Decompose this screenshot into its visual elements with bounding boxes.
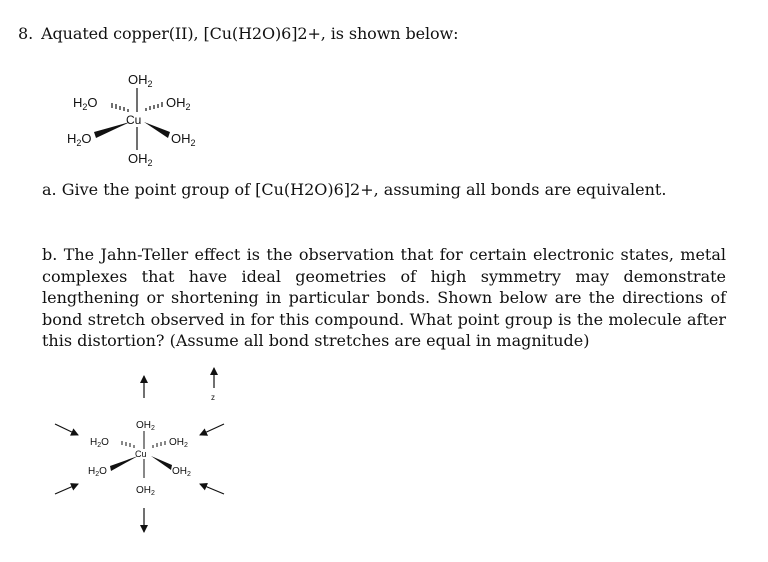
- ligand-lower-right: $OH_2$: [171, 131, 196, 148]
- ligand-lower-left: $H_2O$: [67, 131, 92, 148]
- ligand2-lower-right: $OH_2$: [172, 466, 191, 478]
- ligand-bottom: $OH_2$: [128, 151, 153, 168]
- ligand-upper-left: $H_2O$: [73, 95, 98, 112]
- compress-arrow-lower-right: [200, 484, 224, 494]
- part-b-question: b. The Jahn-Teller effect is the observation that for certain electronic states, metal complexes that have ideal geometries of high symmetry may demonstrate lengthening or shortening in particular bonds. Shown below are the directions of bond stretch observed in for this compound. What point group is the molecule after this distortion? (Assume all bond stretches are equal in magnitude): [42, 245, 726, 350]
- compress-arrow-lower-left: [55, 484, 78, 494]
- ligand2-lower-left: $H_2O$: [88, 466, 107, 478]
- bond2-hashed-left: [122, 441, 134, 448]
- ligand2-bottom: $OH_2$: [136, 485, 155, 497]
- ligand2-upper-left: $H_2O$: [90, 437, 109, 449]
- question-number: 8.: [18, 24, 34, 43]
- question-prompt: Aquated copper(II), [Cu(H2O)6]2+, is shown below:: [41, 24, 459, 43]
- metal-center: Cu: [126, 113, 142, 127]
- compress-arrow-upper-right: [200, 424, 224, 435]
- metal2-center: Cu: [135, 449, 147, 459]
- bond2-wedge-right: [151, 456, 172, 470]
- bond2-wedge-left: [110, 456, 138, 471]
- bond2-hashed-right: [153, 441, 165, 448]
- z-axis-label: z: [211, 393, 215, 402]
- ligand2-top: $OH_2$: [136, 420, 155, 432]
- compress-arrow-upper-left: [55, 424, 78, 435]
- ligand2-upper-right: $OH_2$: [169, 437, 188, 449]
- part-a-question: a. Give the point group of [Cu(H2O)6]2+, assuming all bonds are equivalent.: [42, 180, 667, 199]
- ligand-top: $OH_2$: [128, 72, 153, 89]
- ligand-upper-right: $OH_2$: [166, 95, 191, 112]
